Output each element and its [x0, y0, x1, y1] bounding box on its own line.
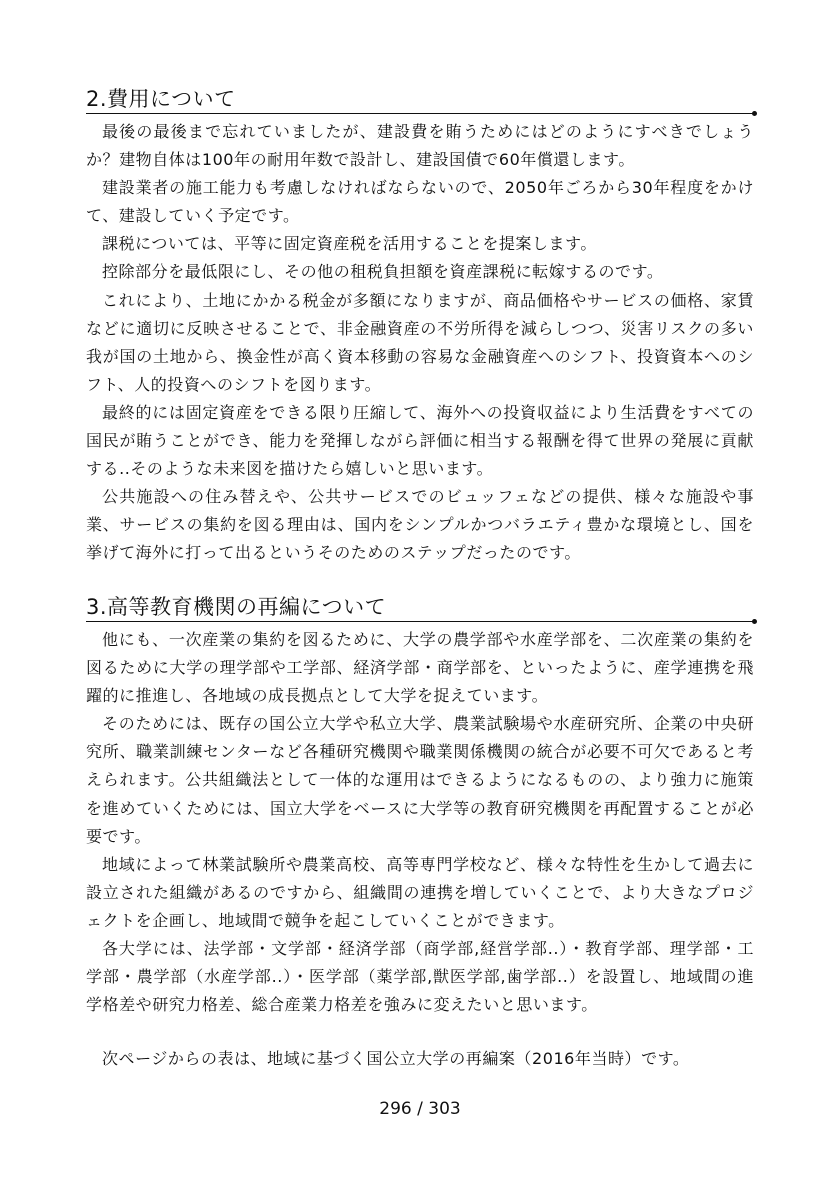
section-body	[86, 118, 754, 568]
section-costs	[86, 86, 754, 568]
heading-underline-end-dot	[752, 619, 757, 624]
paragraph: 建設業者の施工能力も考慮しなければならないので、2050年ごろから30年程度をかけて、建設していく予定です。	[86, 178, 754, 226]
paragraph: 公共施設への住み替えや、公共サービスでのビュッフェなどの提供、様々な施設や事業、サービスの集約を図る理由は、国内をシンプルかつバラエティ豊かな環境とし、国を挙げて海外に打って出るというそのためのステップだったのです。	[86, 487, 754, 563]
paragraph: これにより、土地にかかる税金が多額になりますが、商品価格やサービスの価格、家賃などに適切に反映させることで、非金融資産の不労所得を減らしつつ、災害リスクの多い我が国の土地から、換金性が高く資本移動の容易な金融資産へのシフト、投資資本へのシフト、人的投資へのシフトを図ります。	[86, 290, 754, 394]
paragraph: 他にも、一次産業の集約を図るために、大学の農学部や水産学部を、二次産業の集約を図るために大学の理学部や工学部、経済学部・商学部を、といったように、産学連携を飛躍的に推進し、各地域の成長拠点として大学を捉えています。	[86, 630, 754, 706]
section-heading-text: 2.費用について	[86, 87, 236, 111]
heading-underline-end-dot	[752, 111, 757, 116]
heading-underline	[86, 621, 754, 622]
paragraph: 各大学には、法学部・文学部・経済学部（商学部,経営学部..）・教育学部、理学部・工学部・農学部（水産学部..）・医学部（薬学部,獣医学部,歯学部..）を設置し、地域間の進学格差や研究力格差、総合産業力格差を強みに変えたいと思います。	[86, 939, 754, 1015]
closing-note: 次ページからの表は、地域に基づく国公立大学の再編案（2016年当時）です。	[102, 1049, 690, 1068]
section-heading	[86, 594, 754, 620]
paragraph: 課税については、平等に固定資産税を活用することを提案します。	[102, 234, 597, 254]
section-heading-text: 3.高等教育機関の再編について	[86, 595, 387, 619]
section-higher-education	[86, 594, 754, 1019]
paragraph: 最終的には固定資産をできる限り圧縮して、海外への投資収益により生活費をすべての国民が賄うことができ、能力を発揮しながら評価に相当する報酬を得て世界の発展に貢献する..そのような未来図を描けたら嬉しいと思います。	[86, 402, 754, 479]
section-body	[86, 626, 754, 1019]
paragraph: 地域によって林業試験所や農業高校、高等専門学校など、様々な特性を生かして過去に設立された組織があるのですから、組織間の連携を増していくことで、より大きなプロジェクトを企画し、地域間で競争を起こしていくことができます。	[86, 854, 754, 930]
heading-underline	[86, 113, 754, 114]
paragraph: 控除部分を最低限にし、その他の租税負担額を資産課税に転嫁するのです。	[102, 262, 664, 282]
paragraph: 最後の最後まで忘れていましたが、建設費を賄うためにはどのようにすべきでしょうか？建物自体は100年の耐用年数で設計し、建設国債で60年償還します。	[86, 122, 754, 170]
paragraph: そのためには、既存の国公立大学や私立大学、農業試験場や水産研究所、企業の中央研究所、職業訓練センターなど各種研究機関や職業関係機関の統合が必要不可欠であると考えられます。公共組織法として一体的な運用はできるようになるものの、より強力に施策を進めていくためには、国立大学をベースに大学等の教育研究機関を再配置することが必要です。	[86, 714, 754, 846]
page-number: 296 / 303	[379, 1099, 461, 1119]
section-heading	[86, 86, 754, 112]
